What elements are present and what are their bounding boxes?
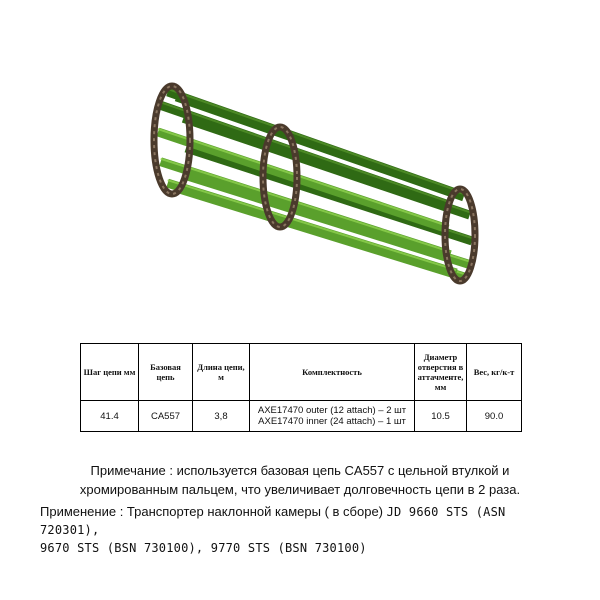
table-row <box>81 401 522 432</box>
note-line-1: Примечание : используется базовая цепь CA557 с цельной втулкой и <box>90 463 510 478</box>
application-models-line1: JD 9660 STS (ASN 720301), <box>40 505 506 537</box>
kit-line-outer: AXE17470 outer (12 attach) – 2 шт <box>257 405 407 416</box>
spec-table <box>80 343 522 432</box>
cell-pitch: 41.4 <box>81 401 139 432</box>
header-pitch: Шаг цепи мм <box>81 344 139 401</box>
header-kit: Комплектность <box>250 344 415 401</box>
application-models-line2: 9670 STS (BSN 730100), 9770 STS (BSN 730100) <box>40 541 367 555</box>
table-header-row <box>81 344 522 401</box>
note-line-2: хромированным пальцем, что увеличивает долговечность цепи в 2 раза. <box>79 482 521 497</box>
cell-weight: 90.0 <box>467 401 522 432</box>
kit-line-inner: AXE17470 inner (24 attach) – 1 шт <box>258 416 406 427</box>
cell-kit <box>250 401 415 432</box>
cell-base-chain: CA557 <box>139 401 193 432</box>
slats <box>158 89 472 277</box>
cell-hole-diameter: 10.5 <box>415 401 467 432</box>
application-prefix: Применение : Транспортер наклонной камеры ( в сборе) <box>40 504 387 519</box>
cell-length: 3,8 <box>193 401 250 432</box>
header-base-chain: Базовая цепь <box>139 344 193 401</box>
header-weight: Вес, кг/к-т <box>467 344 522 401</box>
application-text <box>40 503 570 557</box>
note-text <box>40 461 560 499</box>
header-hole-diameter: Диаметр отверстия в аттачменте, мм <box>415 344 467 401</box>
chain-conveyor-image <box>130 70 490 290</box>
header-length: Длина цепи, м <box>193 344 250 401</box>
